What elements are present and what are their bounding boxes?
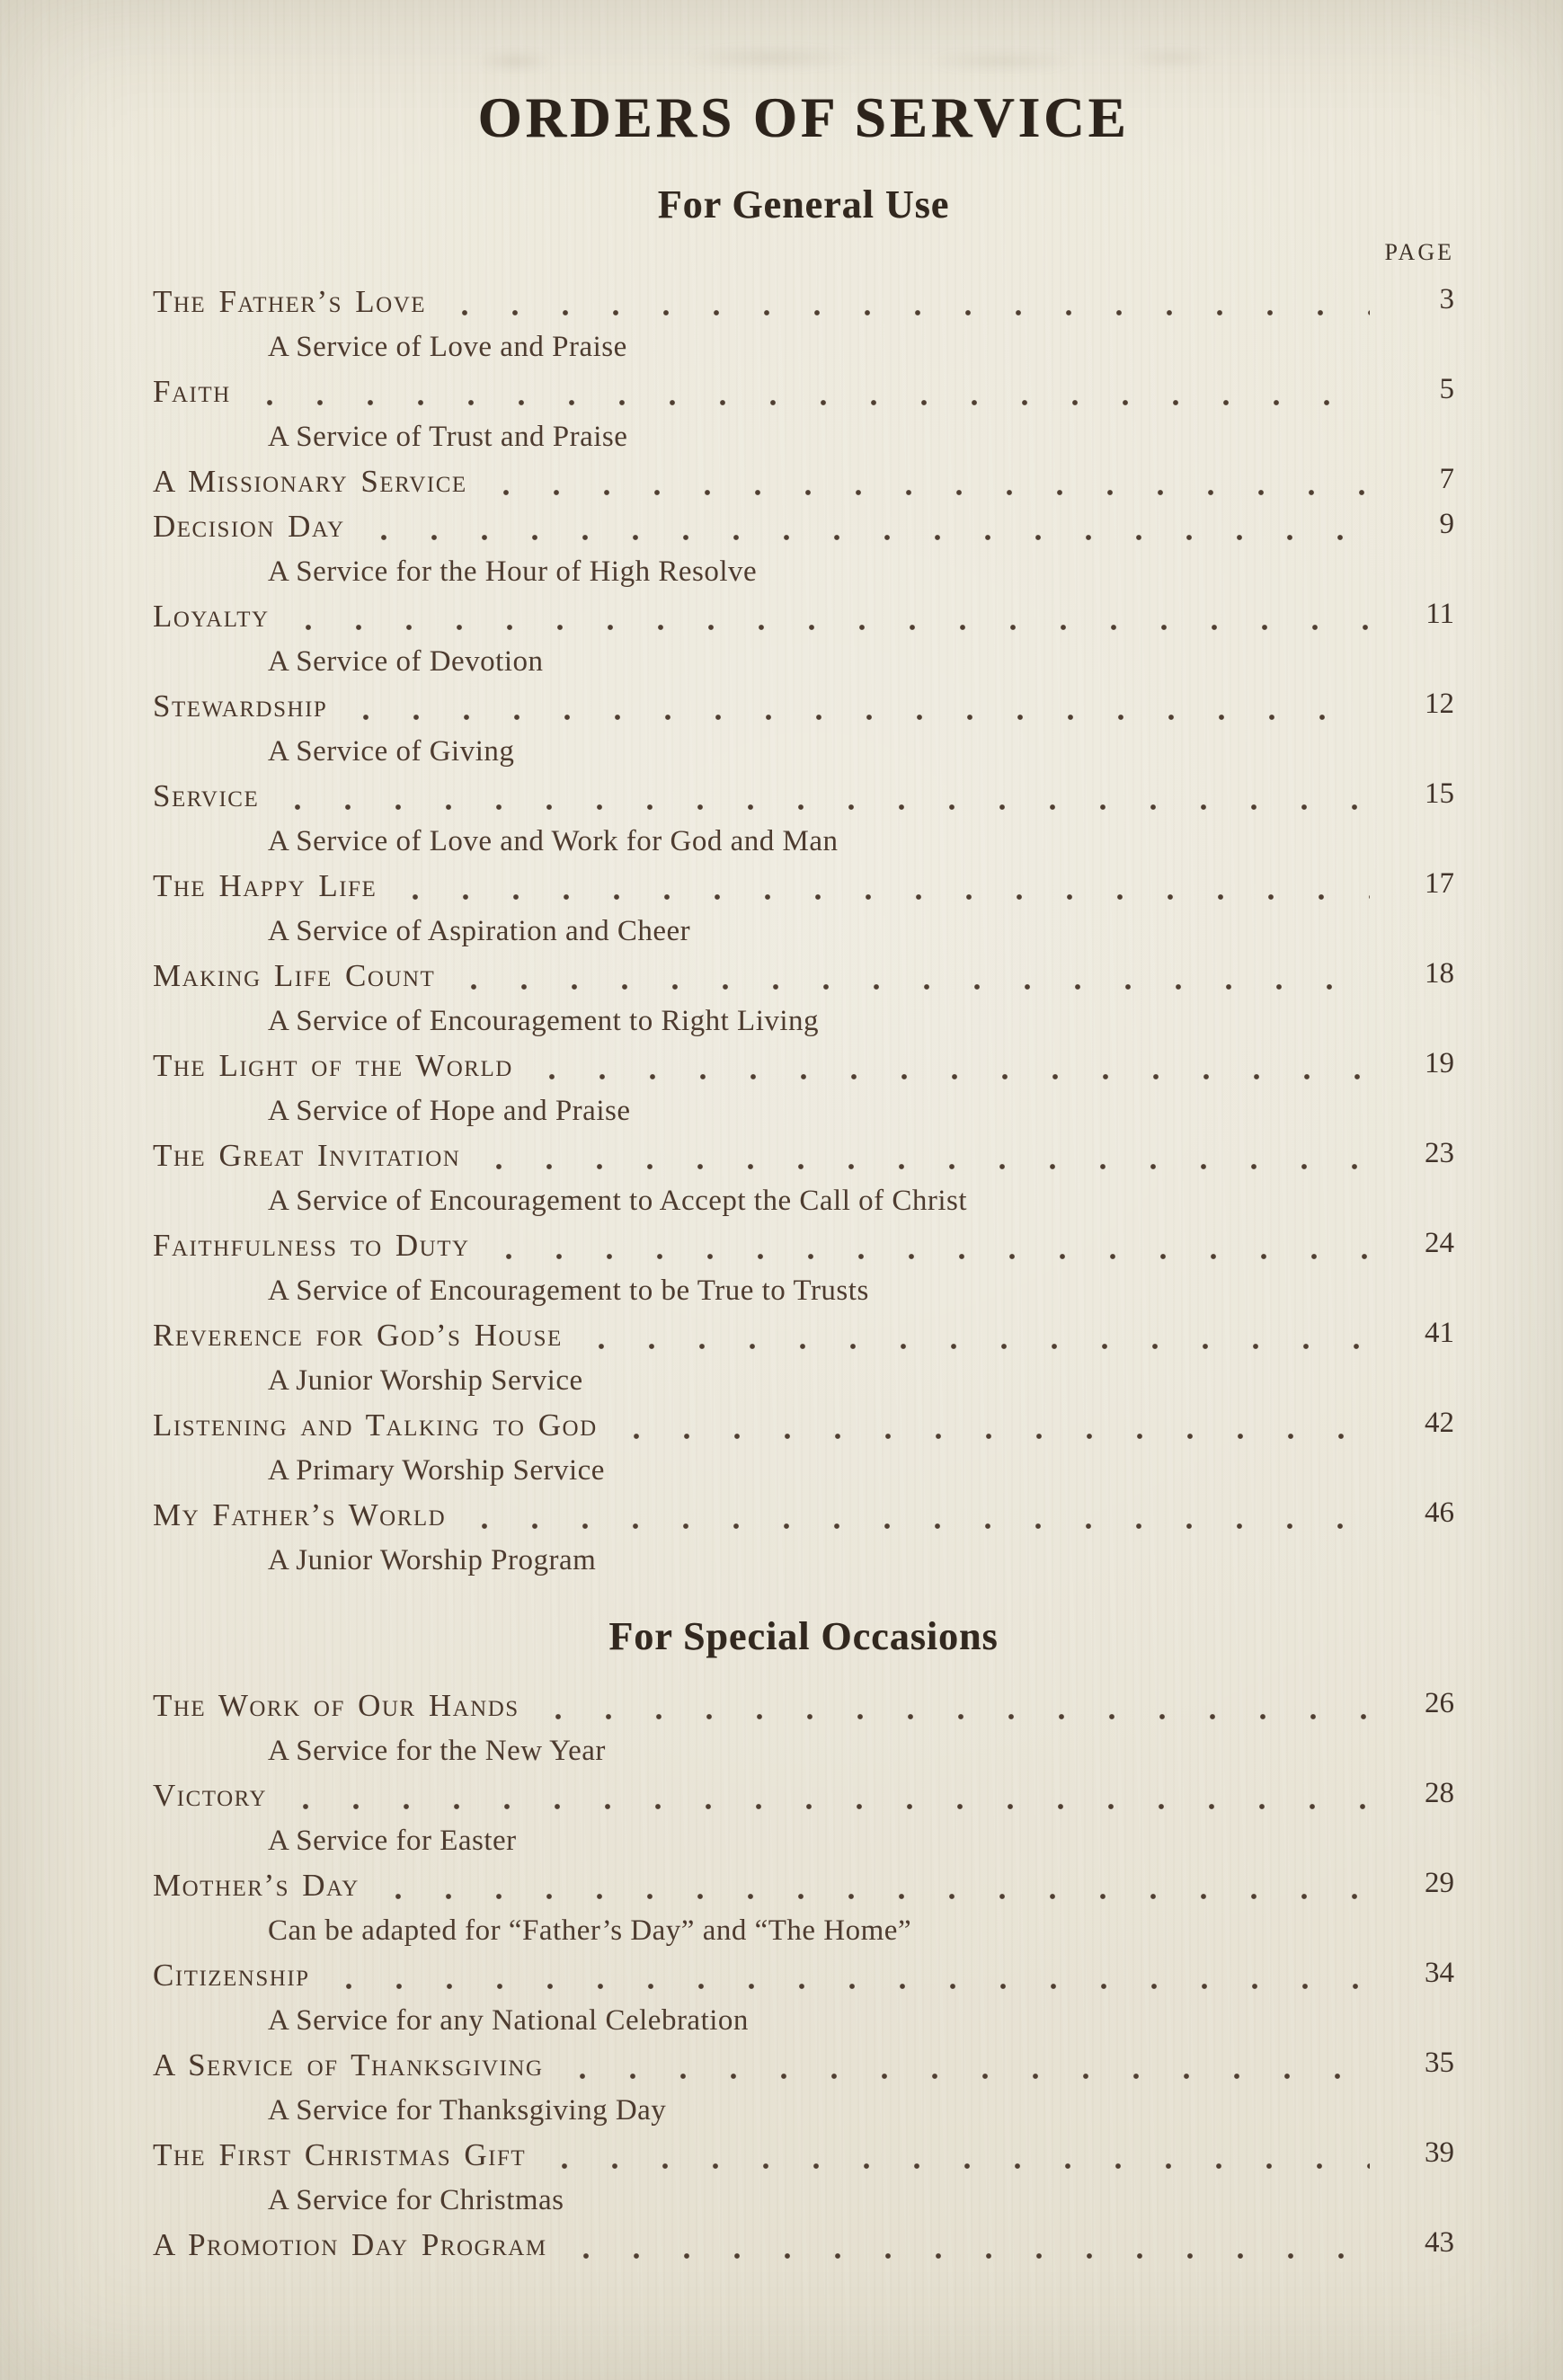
toc-entry-row bbox=[153, 504, 1454, 549]
dot-leader bbox=[599, 1344, 1370, 1349]
dot-leader bbox=[496, 1164, 1370, 1169]
dot-leader bbox=[346, 1984, 1370, 1989]
dot-leader bbox=[583, 2253, 1370, 2259]
toc-entry-row bbox=[153, 1133, 1454, 1178]
entry-subtitle: A Service for Easter bbox=[268, 1825, 517, 1857]
entry-subtitle: A Service of Aspiration and Cheer bbox=[268, 915, 691, 947]
entry-subtitle: A Junior Worship Service bbox=[268, 1364, 583, 1397]
entry-subtitle: A Service of Trust and Praise bbox=[268, 421, 628, 453]
dot-leader bbox=[462, 310, 1370, 315]
entry-title: Mother’s Day bbox=[153, 1868, 360, 1903]
toc-entry bbox=[153, 1683, 1454, 1773]
entry-title: Faithfulness to Duty bbox=[153, 1228, 470, 1263]
toc-section bbox=[153, 1613, 1454, 2268]
toc-entry bbox=[153, 1223, 1454, 1313]
entry-subtitle: A Service of Hope and Praise bbox=[268, 1095, 631, 1127]
toc-entry bbox=[153, 1133, 1454, 1223]
entry-page-number: 3 bbox=[1439, 283, 1454, 315]
entry-title: Service bbox=[153, 778, 260, 813]
toc-entry-row bbox=[153, 1773, 1454, 1818]
entry-page-number: 26 bbox=[1425, 1687, 1454, 1719]
entry-page-number: 23 bbox=[1425, 1137, 1454, 1169]
toc-entry-row bbox=[153, 2133, 1454, 2178]
toc-entry-row bbox=[153, 1043, 1454, 1088]
entry-subtitle: A Service for any National Celebration bbox=[268, 2004, 749, 2037]
dot-leader bbox=[395, 1894, 1370, 1899]
entry-title: The Happy Life bbox=[153, 868, 377, 903]
entry-page-number: 11 bbox=[1425, 598, 1454, 630]
toc-entry bbox=[153, 1953, 1454, 2043]
toc-entry bbox=[153, 280, 1454, 369]
entry-subtitle: A Service of Love and Work for God and Man bbox=[268, 825, 839, 857]
entry-page-number: 43 bbox=[1425, 2226, 1454, 2259]
toc-entry bbox=[153, 1773, 1454, 1863]
dot-leader bbox=[363, 715, 1370, 720]
entry-subtitle: A Service of Love and Praise bbox=[268, 331, 627, 363]
toc-entry bbox=[153, 954, 1454, 1043]
toc-entry-row bbox=[153, 1863, 1454, 1908]
entry-subtitle: A Service for Christmas bbox=[268, 2184, 564, 2216]
toc-entry bbox=[153, 1493, 1454, 1583]
toc-section bbox=[153, 182, 1454, 1583]
toc-entry-row bbox=[153, 1313, 1454, 1358]
entry-title: A Service of Thanksgiving bbox=[153, 2047, 544, 2082]
entry-page-number: 28 bbox=[1425, 1777, 1454, 1809]
toc bbox=[153, 182, 1454, 2268]
entry-subtitle: A Service of Devotion bbox=[268, 645, 544, 678]
entry-page-number: 41 bbox=[1425, 1317, 1454, 1349]
toc-entry-row bbox=[153, 774, 1454, 819]
dot-leader bbox=[303, 1804, 1370, 1809]
entry-title: A Promotion Day Program bbox=[153, 2227, 547, 2262]
entry-page-number: 17 bbox=[1425, 867, 1454, 900]
entry-subtitle: Can be adapted for “Father’s Day” and “The Home” bbox=[268, 1914, 912, 1947]
toc-entry-row bbox=[153, 280, 1454, 324]
entry-title: Loyalty bbox=[153, 599, 270, 634]
dot-leader bbox=[506, 1254, 1370, 1259]
toc-entry bbox=[153, 864, 1454, 954]
entry-title: The Work of Our Hands bbox=[153, 1688, 520, 1723]
page-title: ORDERS OF SERVICE bbox=[477, 86, 1130, 149]
toc-entry-row bbox=[153, 1493, 1454, 1538]
page-column-label: PAGE bbox=[1384, 239, 1454, 265]
section-heading: For General Use bbox=[657, 182, 950, 226]
dot-leader bbox=[634, 1434, 1370, 1439]
toc-item-list bbox=[153, 1683, 1454, 2268]
entry-title: Faith bbox=[153, 374, 231, 409]
toc-entry bbox=[153, 684, 1454, 774]
entry-subtitle: A Service for the Hour of High Resolve bbox=[268, 555, 758, 588]
dot-leader bbox=[381, 535, 1370, 540]
entry-title: Citizenship bbox=[153, 1958, 310, 1993]
toc-item-list bbox=[153, 280, 1454, 1583]
entry-subtitle: A Service of Giving bbox=[268, 735, 515, 768]
toc-entry bbox=[153, 2223, 1454, 2268]
toc-entry-row bbox=[153, 684, 1454, 729]
dot-leader bbox=[549, 1074, 1370, 1079]
toc-entry-row bbox=[153, 2043, 1454, 2088]
dot-leader bbox=[306, 625, 1370, 630]
dot-leader bbox=[562, 2163, 1370, 2169]
entry-page-number: 39 bbox=[1425, 2136, 1454, 2169]
toc-entry-row bbox=[153, 459, 1454, 504]
entry-title: The Father’s Love bbox=[153, 284, 427, 319]
toc-entry bbox=[153, 1313, 1454, 1403]
entry-page-number: 46 bbox=[1425, 1496, 1454, 1529]
entry-page-number: 35 bbox=[1425, 2047, 1454, 2079]
toc-entry-row bbox=[153, 1223, 1454, 1268]
entry-page-number: 18 bbox=[1425, 957, 1454, 990]
toc-entry-row bbox=[153, 594, 1454, 639]
dot-leader bbox=[555, 1714, 1370, 1719]
toc-entry-row bbox=[153, 864, 1454, 909]
entry-title: My Father’s World bbox=[153, 1497, 447, 1532]
toc-entry bbox=[153, 1043, 1454, 1133]
entry-title: The First Christmas Gift bbox=[153, 2137, 527, 2172]
toc-entry bbox=[153, 504, 1454, 594]
dot-leader bbox=[471, 984, 1370, 990]
entry-page-number: 42 bbox=[1425, 1407, 1454, 1439]
entry-title: Stewardship bbox=[153, 688, 328, 724]
entry-page-number: 34 bbox=[1425, 1957, 1454, 1989]
dot-leader bbox=[413, 894, 1370, 900]
entry-subtitle: A Service of Encouragement to Accept the Call of Christ bbox=[268, 1185, 968, 1217]
toc-entry bbox=[153, 2133, 1454, 2223]
entry-subtitle: A Service of Encouragement to be True to Trusts bbox=[268, 1274, 869, 1307]
dot-leader bbox=[580, 2074, 1370, 2079]
toc-entry bbox=[153, 369, 1454, 459]
entry-page-number: 29 bbox=[1425, 1867, 1454, 1899]
toc-entry bbox=[153, 1403, 1454, 1493]
toc-entry-row bbox=[153, 954, 1454, 999]
entry-page-number: 19 bbox=[1425, 1047, 1454, 1079]
toc-entry-row bbox=[153, 369, 1454, 414]
entry-title: The Great Invitation bbox=[153, 1138, 461, 1173]
entry-page-number: 12 bbox=[1425, 688, 1454, 720]
entry-subtitle: A Primary Worship Service bbox=[268, 1454, 605, 1487]
toc-entry-row bbox=[153, 1683, 1454, 1728]
entry-page-number: 9 bbox=[1439, 508, 1454, 540]
dot-leader bbox=[267, 400, 1370, 405]
entry-title: Decision Day bbox=[153, 509, 345, 544]
entry-page-number: 15 bbox=[1425, 777, 1454, 810]
entry-title: Making Life Count bbox=[153, 958, 436, 993]
entry-title: The Light of the World bbox=[153, 1048, 513, 1083]
entry-subtitle: A Service of Encouragement to Right Living bbox=[268, 1005, 820, 1037]
entry-subtitle: A Service for the New Year bbox=[268, 1735, 606, 1767]
entry-title: Reverence for God’s House bbox=[153, 1318, 563, 1353]
section-heading: For Special Occasions bbox=[608, 1614, 999, 1658]
entry-page-number: 24 bbox=[1425, 1227, 1454, 1259]
entry-page-number: 7 bbox=[1439, 463, 1454, 495]
entry-title: Victory bbox=[153, 1778, 267, 1813]
dot-leader bbox=[503, 490, 1370, 495]
entry-title: Listening and Talking to God bbox=[153, 1408, 598, 1443]
entry-page-number: 5 bbox=[1439, 373, 1454, 405]
toc-entry bbox=[153, 2043, 1454, 2133]
toc-entry-row bbox=[153, 2223, 1454, 2268]
toc-entry bbox=[153, 594, 1454, 684]
toc-entry bbox=[153, 1863, 1454, 1953]
entry-subtitle: A Service for Thanksgiving Day bbox=[268, 2094, 667, 2127]
toc-entry bbox=[153, 774, 1454, 864]
toc-entry bbox=[153, 459, 1454, 504]
dot-leader bbox=[295, 804, 1370, 810]
entry-title: A Missionary Service bbox=[153, 464, 467, 499]
toc-entry-row bbox=[153, 1953, 1454, 1998]
entry-subtitle: A Junior Worship Program bbox=[268, 1544, 597, 1576]
toc-entry-row bbox=[153, 1403, 1454, 1448]
dot-leader bbox=[482, 1523, 1370, 1529]
